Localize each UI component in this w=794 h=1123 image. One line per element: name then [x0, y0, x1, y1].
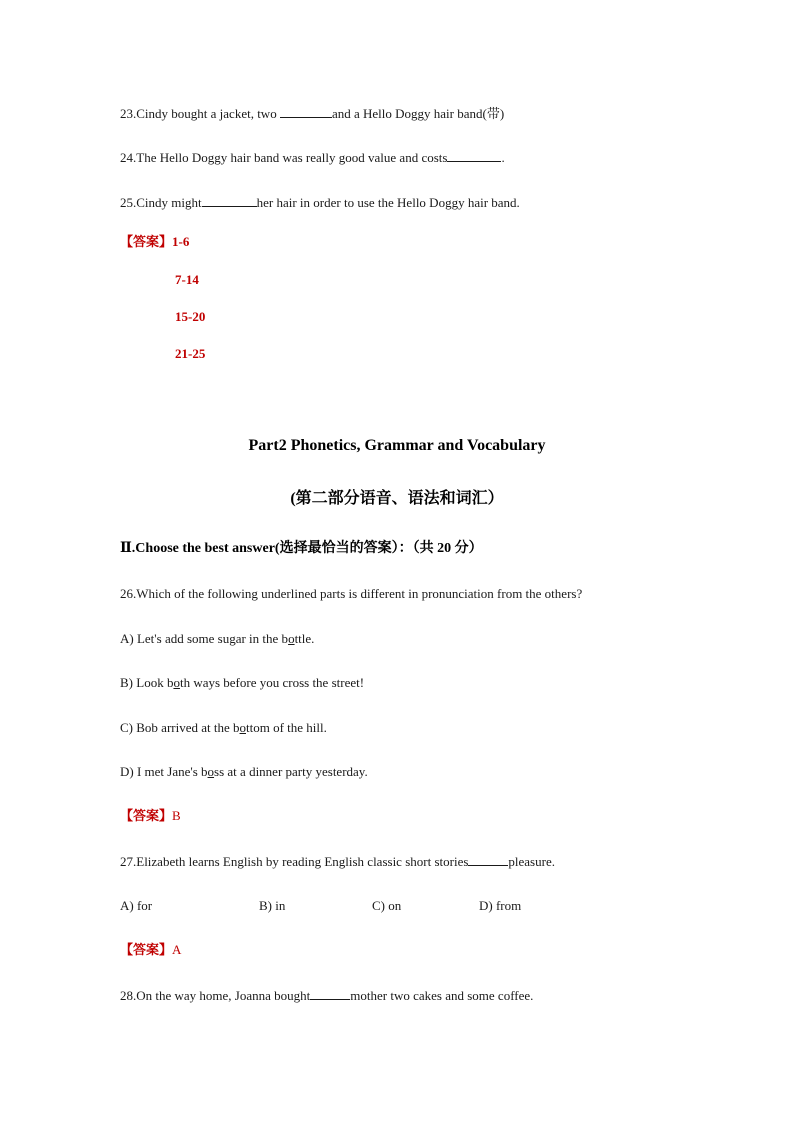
- section2-title: Ⅱ.Choose the best answer(选择最恰当的答案）：（共 20 分）: [120, 541, 483, 556]
- q26-option-d: D) I met Jane's boss at a dinner party yesterday.: [120, 764, 368, 779]
- q25-pre: 25.Cindy might: [120, 195, 202, 210]
- q27-option-a: A) for: [120, 898, 153, 913]
- question-25: [120, 194, 520, 211]
- q26-answer-value: B: [172, 808, 181, 823]
- q26-option-b: B) Look both ways before you cross the street!: [120, 675, 365, 690]
- q27-options: [120, 898, 521, 914]
- q26-option-c: C) Bob arrived at the bottom of the hill.: [120, 720, 327, 735]
- q26-option-a: A) Let's add some sugar in the bottle.: [120, 631, 315, 646]
- answer-block-header: [120, 234, 189, 250]
- q24-blank: [447, 149, 501, 162]
- q27-option-c: C) on: [372, 898, 402, 913]
- part2-title: Part2 Phonetics, Grammar and Vocabulary: [248, 437, 546, 454]
- q23-pre: 23.Cindy bought a jacket, two: [120, 106, 280, 121]
- q24-pre: 24.The Hello Doggy hair band was really good value and costs: [120, 150, 448, 165]
- question-23: [120, 105, 504, 122]
- answer-label: 【答案】: [120, 234, 173, 249]
- part2-subtitle: (第二部分语音、语法和词汇）: [290, 490, 504, 507]
- question-28: 28.On the way home, Joanna bought mother two cakes and some coffee.: [120, 988, 534, 1003]
- answer-range-2: 7-14: [175, 272, 199, 287]
- answer-label: 【答案】: [120, 808, 173, 823]
- answer-label: 【答案】: [120, 942, 173, 957]
- q27-option-b: B) in: [259, 898, 286, 913]
- q26-answer: [120, 808, 181, 824]
- q24-post: .: [501, 150, 505, 165]
- q27-answer-value: A: [172, 942, 182, 957]
- question-24: [120, 149, 505, 166]
- q28-blank: [310, 987, 350, 1000]
- answer-range-1: 1-6: [172, 234, 190, 249]
- question-26-stem: 26.Which of the following underlined parts is different in pronunciation from the others?: [120, 586, 583, 601]
- q27-option-d: D) from: [479, 898, 522, 913]
- q23-post: and a Hello Doggy hair band(带): [331, 106, 505, 121]
- q27-blank: [468, 853, 508, 866]
- q25-post: her hair in order to use the Hello Doggy hair band.: [256, 195, 520, 210]
- question-27: 27.Elizabeth learns English by reading English classic short stories pleasure.: [120, 854, 555, 869]
- q27-answer: [120, 942, 181, 958]
- answer-range-3: 15-20: [175, 309, 206, 324]
- answer-range-4: 21-25: [175, 346, 206, 361]
- q25-blank: [202, 194, 257, 207]
- q23-blank: [280, 105, 332, 118]
